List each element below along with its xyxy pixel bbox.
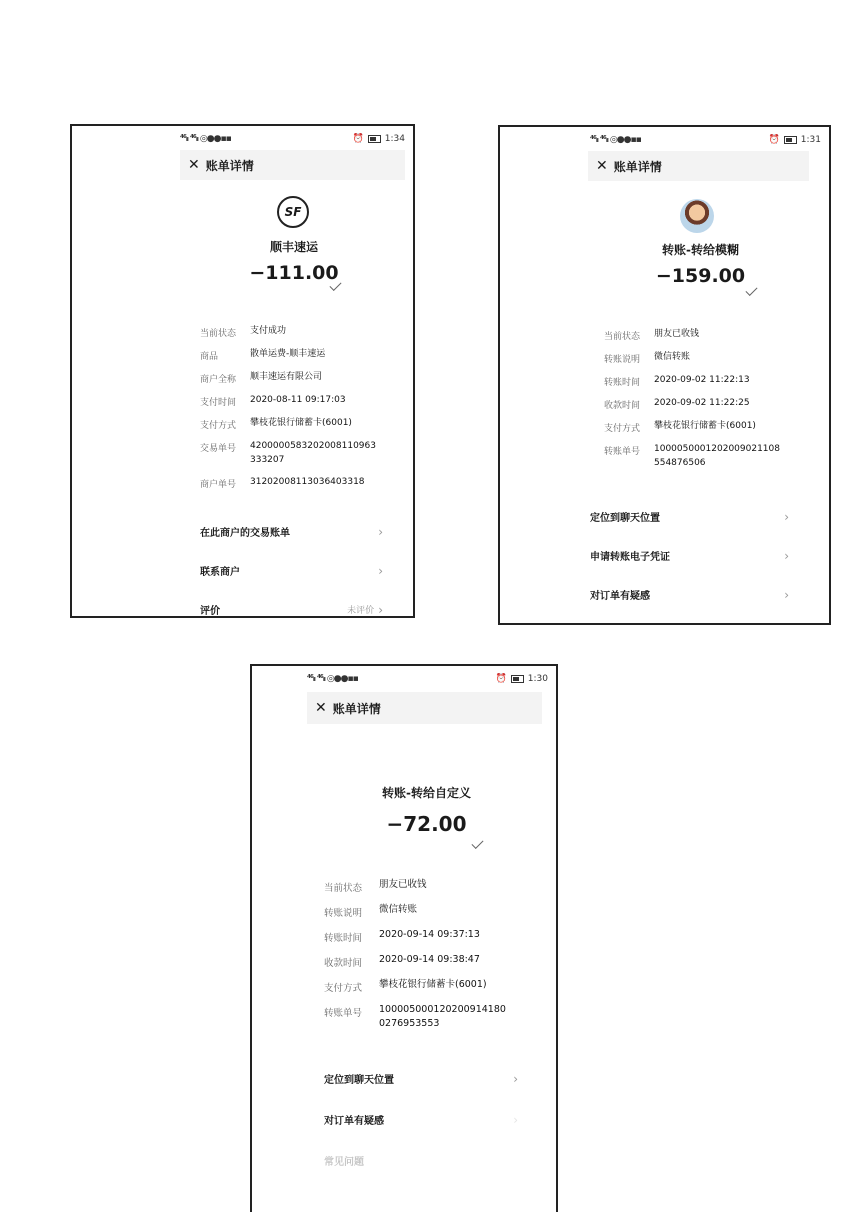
detail-label: 交易单号 — [200, 444, 237, 454]
detail-rows — [604, 329, 784, 480]
detail-row — [200, 326, 380, 339]
receipt-screenshot-sf — [70, 124, 415, 618]
header-bar — [307, 692, 542, 724]
status-bar — [590, 132, 821, 148]
detail-row — [604, 421, 784, 434]
chevron-right-icon: › — [378, 602, 383, 617]
alarm-icon: ⏰ — [768, 135, 780, 145]
action-list — [324, 1058, 518, 1181]
detail-row — [324, 1005, 509, 1031]
detail-value: 2020-09-02 11:22:13 — [654, 375, 750, 385]
detail-row — [324, 980, 509, 994]
rating-status: 未评价 — [347, 606, 375, 616]
detail-row — [324, 905, 509, 919]
detail-row — [200, 418, 380, 431]
chevron-right-icon: › — [378, 524, 383, 539]
clock-time: 1:31 — [800, 135, 821, 145]
status-bar — [307, 671, 548, 687]
action-label: 对订单有疑感 — [590, 591, 650, 602]
detail-label: 转账说明 — [324, 908, 363, 919]
amount: −159.00 — [655, 265, 746, 287]
action-merchant-bills[interactable] — [200, 512, 383, 551]
checkmark-icon — [471, 837, 483, 849]
header-bar — [180, 150, 405, 180]
detail-row — [200, 395, 380, 408]
action-order-question[interactable] — [324, 1099, 518, 1140]
battery-icon — [784, 136, 797, 144]
detail-label: 当前状态 — [200, 329, 237, 339]
detail-row — [200, 441, 380, 467]
detail-label: 收款时间 — [324, 958, 363, 969]
detail-value: 攀枝花银行储蓄卡(6001) — [379, 979, 487, 990]
detail-label: 转账时间 — [604, 378, 641, 388]
detail-row — [200, 372, 380, 385]
detail-rows — [324, 880, 509, 1042]
detail-value: 2020-09-14 09:37:13 — [379, 929, 480, 940]
detail-value: 1000050001202009021108554876506 — [654, 444, 780, 468]
action-locate-chat[interactable] — [324, 1058, 518, 1099]
detail-value: 攀枝花银行储蓄卡(6001) — [654, 421, 756, 431]
status-bar — [180, 131, 405, 147]
payee-name: 转账-转给模糊 — [662, 243, 739, 257]
action-rating[interactable] — [200, 590, 383, 618]
detail-row — [324, 930, 509, 944]
detail-label: 转账说明 — [604, 355, 641, 365]
amount: −111.00 — [249, 262, 339, 284]
detail-value: 2020-09-14 09:38:47 — [379, 954, 480, 965]
action-label: 定位到聊天位置 — [590, 513, 660, 524]
detail-row — [604, 398, 784, 411]
detail-label: 商品 — [200, 352, 219, 362]
payee-name: 转账-转给自定义 — [382, 786, 471, 800]
action-label: 申请转账电子凭证 — [590, 552, 670, 563]
detail-label: 当前状态 — [604, 332, 641, 342]
detail-label: 转账单号 — [604, 447, 641, 457]
alarm-icon: ⏰ — [495, 674, 507, 684]
detail-value: 微信转账 — [654, 352, 691, 362]
detail-value: 支付成功 — [250, 326, 287, 336]
detail-row — [604, 444, 784, 470]
page-title: 账单详情 — [613, 159, 662, 174]
chevron-right-icon: › — [784, 548, 789, 563]
detail-label: 收款时间 — [604, 401, 641, 411]
detail-row — [324, 880, 509, 894]
chevron-right-icon: › — [513, 1112, 518, 1127]
action-list — [590, 497, 789, 614]
clock-time: 1:30 — [527, 674, 548, 684]
detail-value: 攀枝花银行储蓄卡(6001) — [250, 418, 352, 428]
amount: −72.00 — [386, 812, 467, 836]
detail-value: 4200000583202008110963333207 — [250, 441, 376, 465]
battery-icon — [368, 135, 381, 143]
close-icon[interactable]: ✕ — [315, 700, 327, 716]
alarm-icon: ⏰ — [352, 134, 364, 144]
detail-row — [604, 375, 784, 388]
close-icon[interactable]: ✕ — [596, 158, 608, 174]
detail-value: 微信转账 — [379, 904, 418, 915]
detail-value: 朋友已收钱 — [379, 879, 427, 890]
action-request-voucher[interactable] — [590, 536, 789, 575]
detail-label: 当前状态 — [324, 883, 363, 894]
page-title: 账单详情 — [332, 701, 381, 716]
action-label: 常见问题 — [324, 1157, 364, 1168]
sf-logo-icon: SF — [277, 196, 309, 228]
signal-icons: ⁴⁶ᵢₗ ⁴⁶ᵢₗ ◎●●▪▪ — [590, 135, 641, 145]
page-title: 账单详情 — [205, 158, 254, 173]
detail-label: 支付方式 — [324, 983, 363, 994]
action-contact-merchant[interactable] — [200, 551, 383, 590]
detail-value: 31202008113036403318 — [250, 477, 365, 487]
header-bar — [588, 151, 809, 181]
detail-value: 顺丰速运有限公司 — [250, 372, 323, 382]
detail-value: 2020-09-02 11:22:25 — [654, 398, 750, 408]
clock-time: 1:34 — [384, 134, 405, 144]
receipt-screenshot-transfer-1 — [498, 125, 831, 625]
signal-icons: ⁴⁶ᵢₗ ⁴⁶ᵢₗ ◎●●▪▪ — [307, 674, 358, 684]
detail-label: 支付时间 — [200, 398, 237, 408]
detail-row — [200, 477, 380, 490]
battery-icon — [511, 675, 524, 683]
action-label: 联系商户 — [200, 567, 240, 578]
receipt-screenshot-transfer-2 — [250, 664, 558, 1212]
chevron-right-icon: › — [784, 587, 789, 602]
detail-row — [200, 349, 380, 362]
detail-row — [604, 329, 784, 342]
chevron-right-icon: › — [784, 509, 789, 524]
action-label: 在此商户的交易账单 — [200, 528, 290, 539]
detail-value: 1000050001202009141800276953553 — [379, 1004, 506, 1029]
close-icon[interactable]: ✕ — [188, 157, 200, 173]
detail-value: 2020-08-11 09:17:03 — [250, 395, 346, 405]
signal-icons: ⁴⁶ᵢₗ ⁴⁶ᵢₗ ◎●●▪▪ — [180, 134, 231, 144]
detail-label: 支付方式 — [200, 421, 237, 431]
chevron-right-icon: › — [513, 1071, 518, 1086]
detail-label: 支付方式 — [604, 424, 641, 434]
detail-label: 商户全称 — [200, 375, 237, 385]
action-order-question[interactable] — [590, 575, 789, 614]
detail-label: 转账时间 — [324, 933, 363, 944]
detail-row — [604, 352, 784, 365]
detail-label: 转账单号 — [324, 1008, 363, 1019]
action-list — [200, 512, 383, 618]
detail-rows — [200, 326, 380, 500]
action-label: 评价 — [200, 606, 220, 617]
detail-value: 散单运费-顺丰速运 — [250, 349, 326, 359]
detail-row — [324, 955, 509, 969]
avatar — [680, 199, 714, 233]
action-label: 定位到聊天位置 — [324, 1075, 394, 1086]
chevron-right-icon: › — [378, 563, 383, 578]
action-faq[interactable] — [324, 1140, 518, 1181]
action-locate-chat[interactable] — [590, 497, 789, 536]
merchant-name: 顺丰速运 — [269, 240, 318, 254]
action-label: 对订单有疑感 — [324, 1116, 384, 1127]
detail-value: 朋友已收钱 — [654, 329, 700, 339]
detail-label: 商户单号 — [200, 480, 237, 490]
